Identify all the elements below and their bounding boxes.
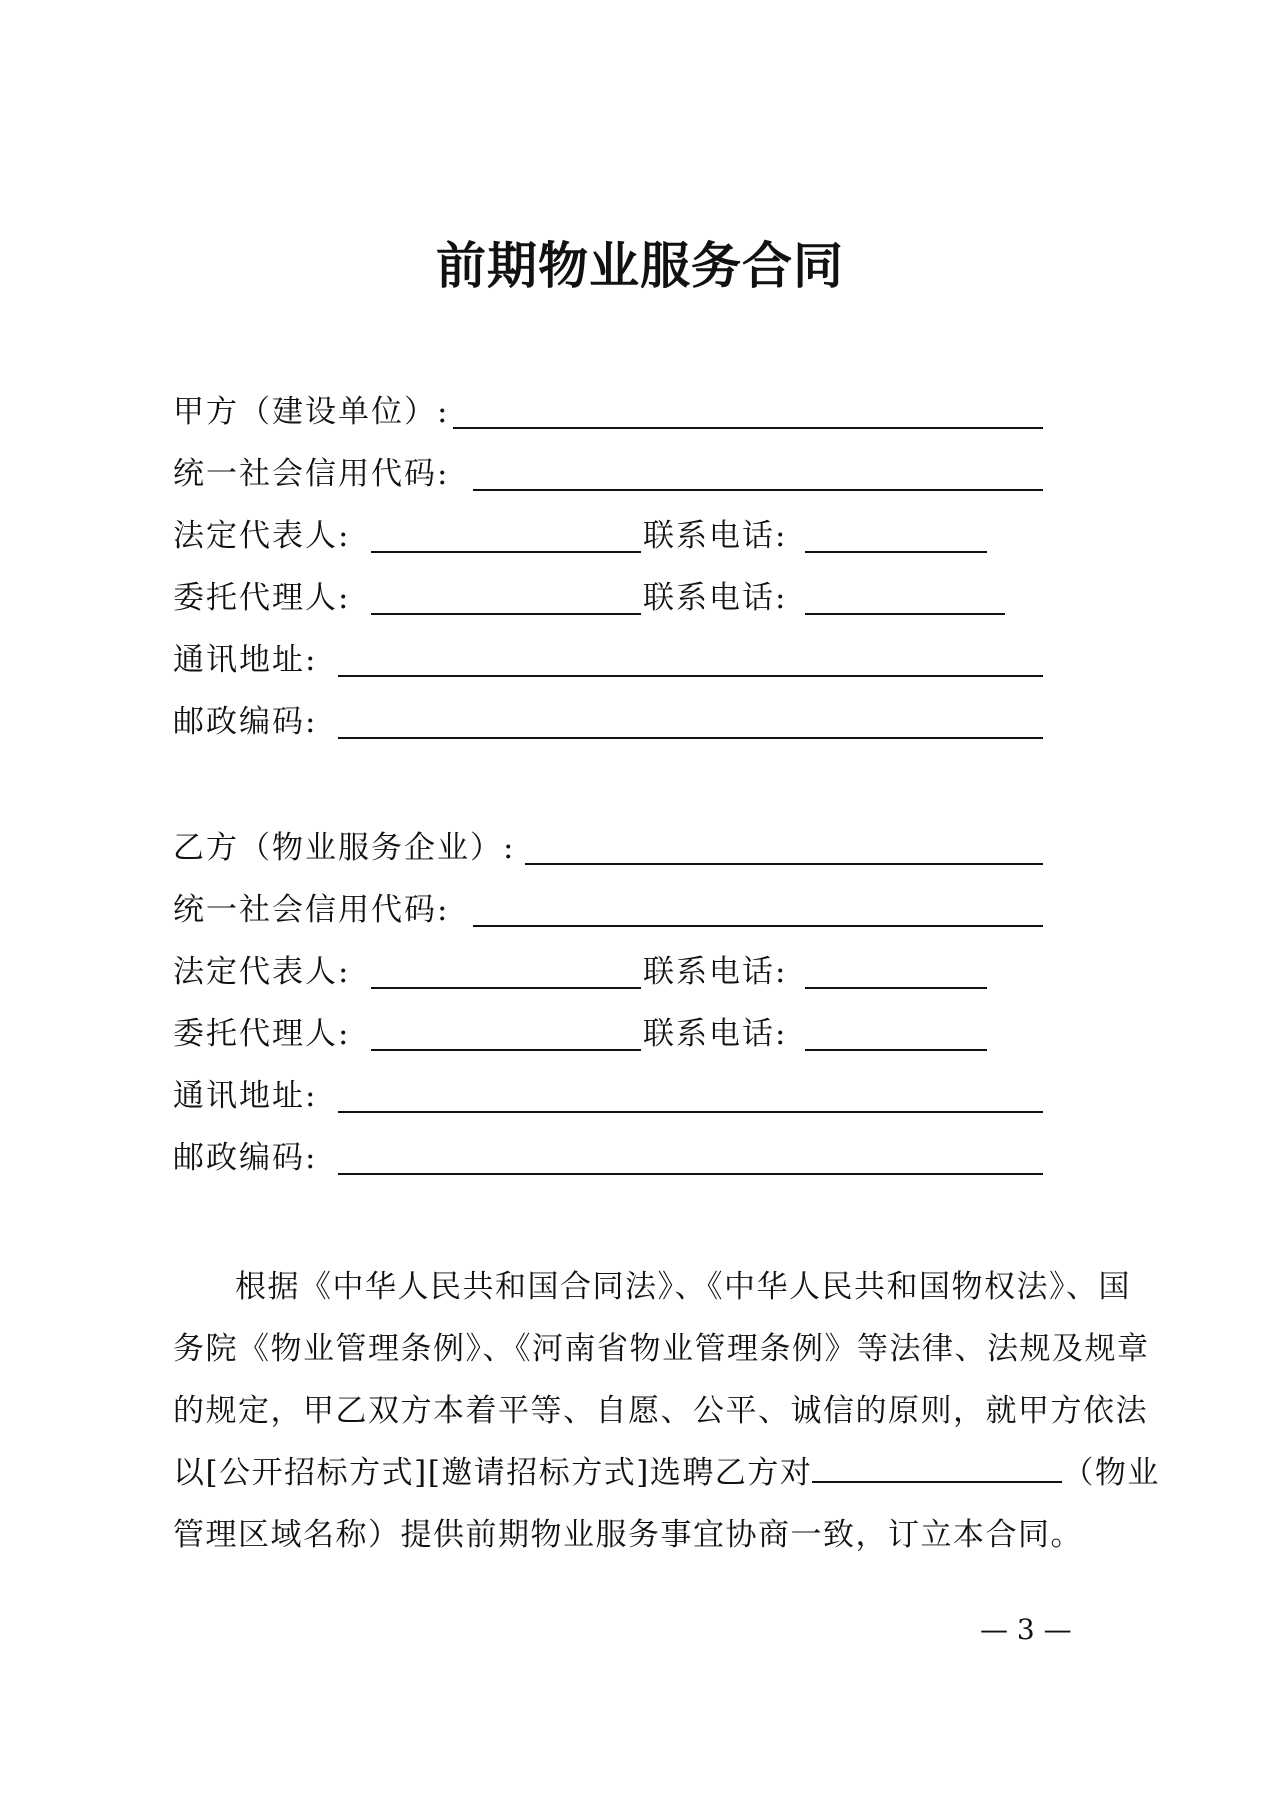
party-a-phone-label-2: 联系电话:: [643, 580, 788, 616]
party-b-phone-label-1: 联系电话:: [643, 954, 788, 990]
preamble-line-4: [173, 1442, 1160, 1504]
party-a-agent-label: 委托代理人:: [173, 580, 351, 616]
party-a-name-field[interactable]: [453, 427, 1043, 429]
party-a-phone-field-1[interactable]: [805, 551, 987, 553]
preamble-paragraph: [173, 1256, 1160, 1566]
party-b-phone-field-2[interactable]: [805, 1049, 987, 1051]
preamble-line-4-after: （物业: [1062, 1455, 1160, 1491]
party-b-legal-rep-field[interactable]: [371, 987, 641, 989]
party-a-phone-label-1: 联系电话:: [643, 518, 788, 554]
party-b-credit-code-field[interactable]: [473, 925, 1043, 927]
preamble-line-4-before: 以[公开招标方式][邀请招标方式]选聘乙方对: [173, 1455, 813, 1491]
party-a-legal-rep-field[interactable]: [371, 551, 641, 553]
party-b-phone-label-2: 联系电话:: [643, 1016, 788, 1052]
party-b-phone-field-1[interactable]: [805, 987, 987, 989]
party-b-name-label: 乙方（物业服务企业）:: [173, 830, 516, 866]
party-a-address-field[interactable]: [338, 675, 1043, 677]
page-number: — 3 —: [980, 1613, 1072, 1646]
party-a-postcode-field[interactable]: [338, 737, 1043, 739]
party-b-agent-label: 委托代理人:: [173, 1016, 351, 1052]
preamble-line-2: 务院《物业管理条例》、《河南省物业管理条例》等法律、法规及规章: [173, 1331, 1150, 1367]
party-a-postcode-label: 邮政编码:: [173, 704, 318, 740]
party-b-address-field[interactable]: [338, 1111, 1043, 1113]
party-a-address-label: 通讯地址:: [173, 642, 318, 678]
preamble-line-1: 根据《中华人民共和国合同法》、《中华人民共和国物权法》、国: [235, 1269, 1131, 1305]
preamble-line-5: 管理区域名称）提供前期物业服务事宜协商一致，订立本合同。: [173, 1517, 1083, 1553]
party-b-agent-field[interactable]: [371, 1049, 641, 1051]
party-a-phone-field-2[interactable]: [805, 613, 1005, 615]
party-a-name-label: 甲方（建设单位）:: [173, 394, 450, 430]
party-b-name-field[interactable]: [525, 863, 1043, 865]
party-b-legal-rep-label: 法定代表人:: [173, 954, 351, 990]
contract-title: 前期物业服务合同: [436, 236, 844, 295]
party-a-agent-field[interactable]: [371, 613, 641, 615]
party-a-credit-code-label: 统一社会信用代码:: [173, 456, 450, 492]
preamble-line-3: 的规定，甲乙双方本着平等、自愿、公平、诚信的原则，就甲方依法: [173, 1393, 1148, 1429]
party-b-postcode-field[interactable]: [338, 1173, 1043, 1175]
property-area-name-field[interactable]: [812, 1451, 1062, 1483]
party-b-credit-code-label: 统一社会信用代码:: [173, 892, 450, 928]
party-a-legal-rep-label: 法定代表人:: [173, 518, 351, 554]
party-a-credit-code-field[interactable]: [473, 489, 1043, 491]
party-b-postcode-label: 邮政编码:: [173, 1140, 318, 1176]
party-b-address-label: 通讯地址:: [173, 1078, 318, 1114]
